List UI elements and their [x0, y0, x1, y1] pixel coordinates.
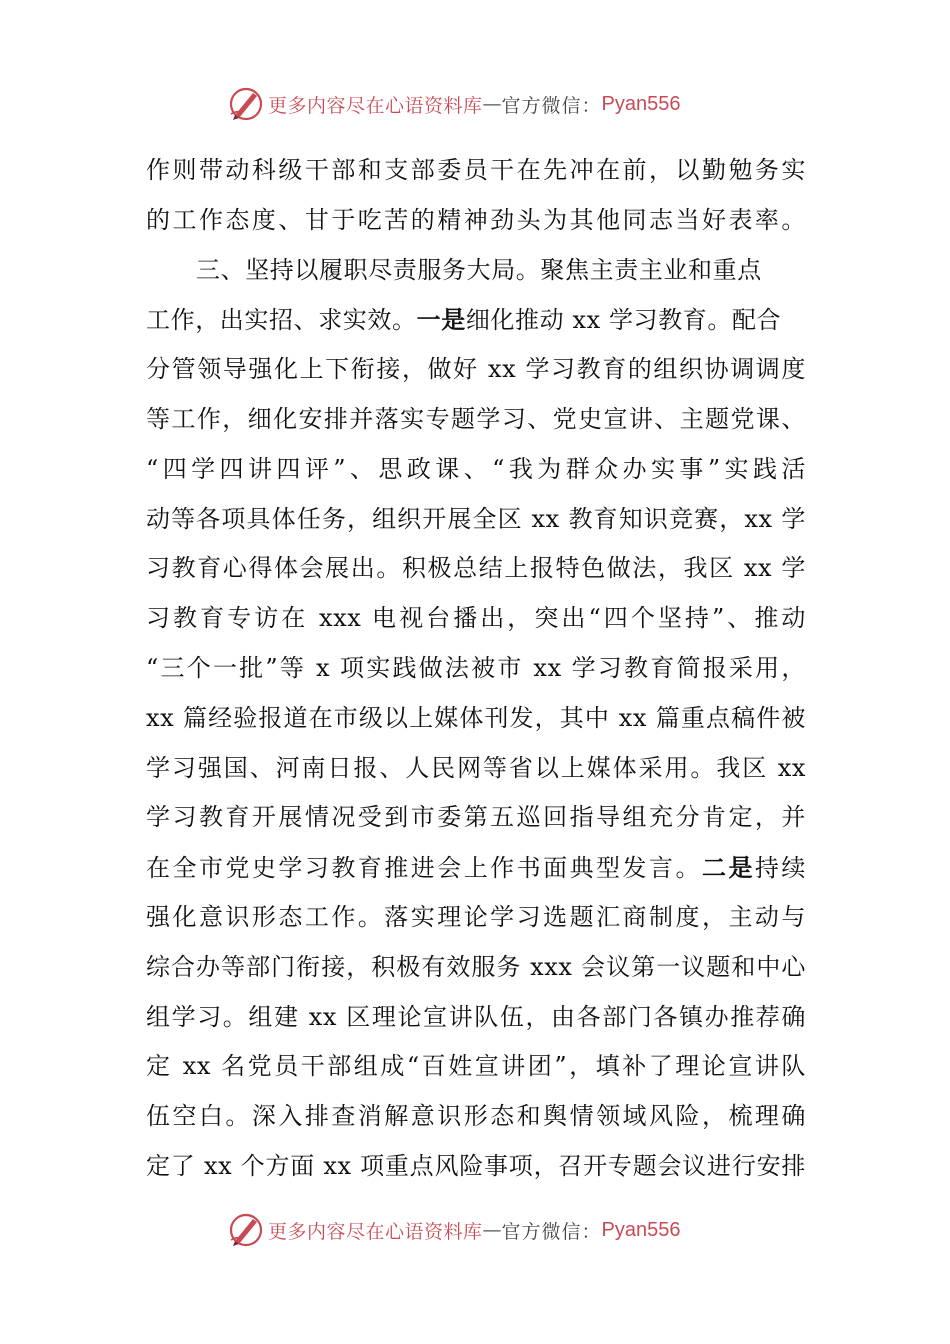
text-line	[146, 843, 806, 893]
watermark-dash: —	[482, 93, 502, 115]
watermark-text: 更多内容尽在心语资料库	[268, 94, 483, 117]
bold-marker: 一是	[416, 305, 466, 335]
text-line	[146, 1142, 806, 1192]
text-line	[146, 345, 806, 395]
text-segment: 习教育专访在 xxx 电视台播出，突出“四个坚持”、推动	[146, 604, 806, 633]
text-segment: “三个一批”等 x 项实践做法被市 xx 学习教育简报采用，	[146, 653, 806, 682]
text-segment: 持续	[754, 854, 806, 883]
text-line	[146, 146, 806, 196]
text-line	[146, 196, 806, 246]
text-segment: 组学习。组建 xx 区理论宣讲队伍，由各部门各镇办推荐确	[146, 1002, 806, 1031]
bold-marker: 二是	[701, 853, 755, 883]
paragraph	[146, 246, 806, 1192]
paragraph	[146, 146, 806, 246]
text-segment: 定 xx 名党员干部组成“百姓宣讲团”，填补了理论宣讲队	[146, 1052, 806, 1081]
text-segment: 在全市党史学习教育推进会上作书面典型发言。	[146, 854, 702, 883]
text-segment: 综合办等部门衔接，积极有效服务 xxx 会议第一议题和中心	[146, 952, 806, 981]
watermark-wechat-id: Pyan556	[601, 92, 681, 115]
text-segment: 伍空白。深入排查消解意识形态和舆情领域风险，梳理确	[146, 1102, 806, 1131]
text-segment: 分管领导强化上下衔接，做好 xx 学习教育的组织协调调度	[146, 355, 806, 384]
text-line	[146, 943, 806, 993]
pen-logo-icon	[226, 1210, 266, 1250]
pen-logo-icon	[226, 84, 266, 124]
text-line	[146, 644, 806, 694]
text-line	[146, 1092, 806, 1142]
text-line	[146, 544, 806, 594]
text-segment: 的工作态度、甘于吃苦的精神劲头为其他同志当好表率。	[146, 205, 806, 234]
text-segment: 定了 xx 个方面 xx 项重点风险事项，召开专题会议进行安排	[146, 1151, 806, 1180]
text-line	[146, 744, 806, 794]
text-segment: “四学四讲四评”、思政课、“我为群众办实事”实践活	[146, 454, 806, 483]
text-line	[146, 495, 806, 545]
text-segment: xx 篇经验报道在市级以上媒体刊发，其中 xx 篇重点稿件被	[146, 703, 806, 732]
watermark-dash: —	[482, 1219, 502, 1241]
text-segment: 细化推动 xx 学习教育。配合	[465, 306, 782, 335]
document-body	[146, 146, 806, 1192]
watermark-header	[226, 82, 681, 126]
watermark-wechat-label: 官方微信：	[501, 1220, 602, 1243]
watermark-footer	[226, 1208, 681, 1252]
text-segment: 作则带动科级干部和支部委员干在先冲在前，以勤勉务实	[146, 156, 806, 184]
text-line	[146, 1042, 806, 1092]
text-line	[146, 295, 806, 345]
watermark-text: 更多内容尽在心语资料库	[268, 1220, 483, 1243]
text-segment: 强化意识形态工作。落实理论学习选题汇商制度，主动与	[146, 902, 806, 931]
text-segment: 三、坚持以履职尽责服务大局。聚焦主责主业和重点	[196, 255, 762, 284]
text-segment: 习教育心得体会展出。积极总结上报特色做法，我区 xx 学	[146, 554, 806, 583]
text-segment: 等工作，细化安排并落实专题学习、党史宣讲、主题党课、	[146, 404, 806, 433]
text-line	[146, 445, 806, 495]
text-segment: 工作，出实招、求实效。	[146, 306, 417, 335]
text-segment: 学习强国、河南日报、人民网等省以上媒体采用。我区 xx	[146, 753, 806, 782]
text-segment: 动等各项具体任务，组织开展全区 xx 教育知识竞赛，xx 学	[146, 504, 806, 533]
text-line	[146, 993, 806, 1043]
watermark-wechat-label: 官方微信：	[501, 94, 602, 117]
text-line	[146, 793, 806, 843]
watermark-wechat-id: Pyan556	[601, 1218, 681, 1241]
text-line	[146, 395, 806, 445]
text-line	[146, 246, 806, 296]
text-line	[146, 694, 806, 744]
text-line	[146, 893, 806, 943]
text-line	[146, 594, 806, 644]
text-segment: 学习教育开展情况受到市委第五巡回指导组充分肯定，并	[146, 803, 806, 832]
